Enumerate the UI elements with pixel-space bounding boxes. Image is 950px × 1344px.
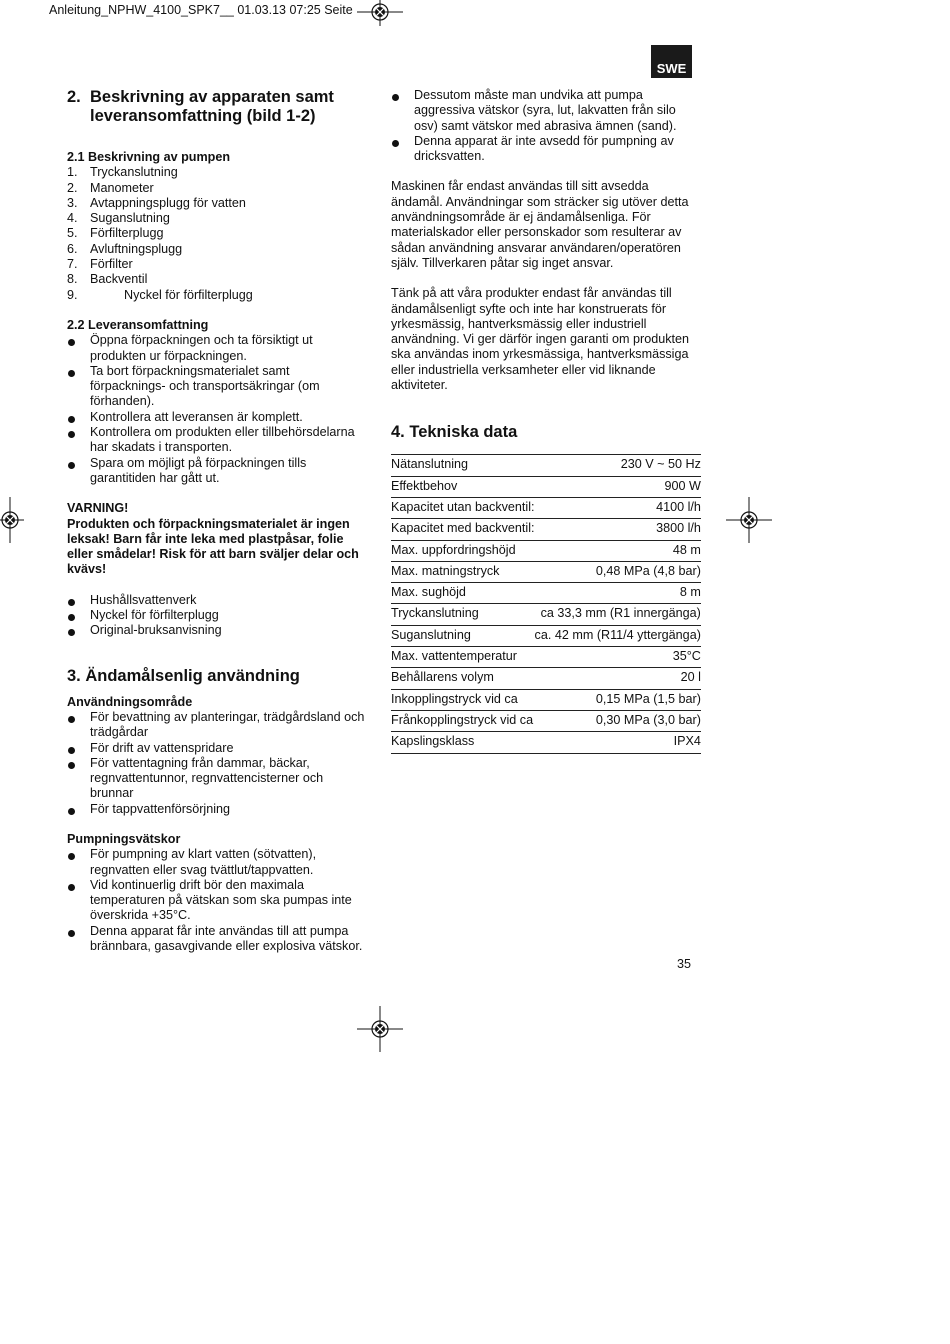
list-item: 3. Avtappningsplugg för vatten xyxy=(67,195,246,210)
list-item: 6. Avluftningsplugg xyxy=(67,241,183,256)
contents-list xyxy=(67,593,367,639)
table-row: Kapacitet utan backventil: 4100 l/h xyxy=(391,497,701,518)
usage-paragraph: Tänk på att våra produkter endast får användas till ändamålsenligt syfte och inte har konstruerats för yrkesmässig, hantverksmässig eller industriell användning. Vi ger därför ingen garanti om produkten ska användas inom yrkesmässiga, hantverksmässiga eller industriella verksamheter eller vid liknande aktiviteter. xyxy=(391,286,690,393)
section-title: Beskrivning av apparaten samt leveransomfattning (bild 1-2) xyxy=(90,88,334,125)
registration-mark-icon xyxy=(726,497,772,543)
list-item: Spara om möjligt på förpackningen tills garantitiden har gått ut. xyxy=(67,456,367,487)
list-item: För pumpning av klart vatten (sötvatten), regnvatten eller svag tvättlut/tappvatten. xyxy=(67,847,367,878)
parts-list xyxy=(67,165,367,303)
table-row: Behållarens volym 20 l xyxy=(391,668,701,689)
subsection-heading: 2.2 Leveransomfattning xyxy=(67,317,209,332)
list-item: 2. Manometer xyxy=(67,180,154,195)
table-row: Max. sughöjd 8 m xyxy=(391,583,701,604)
list-item: 1. Tryckanslutning xyxy=(67,165,178,180)
warning-text: Produkten och förpackningsmaterialet är ingen leksak! Barn får inte leka med plastpåsar, folie eller smådelar! Risk för att barn sväljer delar och kvävs! xyxy=(67,516,359,577)
table-row: Suganslutning ca. 42 mm (R11/4 yttergänga) xyxy=(391,625,701,646)
list-item: Nyckel för förfilterplugg xyxy=(67,608,367,623)
delivery-steps-list xyxy=(67,333,367,486)
table-row: Tryckanslutning ca 33,3 mm (R1 innergänga) xyxy=(391,604,701,625)
right-column xyxy=(391,88,701,754)
table-row: Kapslingsklass IPX4 xyxy=(391,732,701,753)
list-item: Hushållsvattenverk xyxy=(67,593,367,608)
list-item: 9. Nyckel för förfilterplugg xyxy=(67,287,253,302)
section-3-heading: 3. Ändamålsenlig användning xyxy=(67,666,300,685)
list-item: Kontrollera att leveransen är komplett. xyxy=(67,410,367,425)
list-item: 5. Förfilterplugg xyxy=(67,226,164,241)
language-badge: SWE xyxy=(651,45,692,78)
fluids-list xyxy=(67,847,367,954)
fluids-list-continued xyxy=(391,88,691,164)
list-item: Denna apparat får inte användas till att pumpa brännbara, gasavgivande eller explosiva vätskor. xyxy=(67,924,367,955)
table-row: Nätanslutning 230 V ~ 50 Hz xyxy=(391,455,701,476)
list-item: Ta bort förpackningsmaterialet samt förpacknings- och transportsäkringar (om förhanden). xyxy=(67,364,367,410)
registration-mark-icon xyxy=(0,497,24,543)
list-item: 4. Suganslutning xyxy=(67,211,170,226)
registration-mark-icon xyxy=(357,0,403,26)
print-header: Anleitung_NPHW_4100_SPK7__ 01.03.13 07:25 Seite xyxy=(49,3,353,17)
list-item: Original-bruksanvisning xyxy=(67,623,367,638)
subsection-heading: Användningsområde xyxy=(67,694,193,709)
technical-data-table xyxy=(391,454,701,753)
table-row: Inkopplingstryck vid ca 0,15 MPa (1,5 bar) xyxy=(391,689,701,710)
subsection-heading: Pumpningsvätskor xyxy=(67,831,181,846)
registration-mark-icon xyxy=(357,1006,403,1052)
section-number: 2. xyxy=(67,88,81,106)
page-number: 35 xyxy=(677,957,692,971)
list-item: För tappvattenförsörjning xyxy=(67,802,367,817)
list-item: För drift av vattenspridare xyxy=(67,741,367,756)
table-row: Max. uppfordringshöjd 48 m xyxy=(391,540,701,561)
list-item: Kontrollera om produkten eller tillbehörsdelarna har skadats i transporten. xyxy=(67,425,367,456)
warning-title: VARNING! xyxy=(67,501,129,516)
table-row: Max. matningstryck 0,48 MPa (4,8 bar) xyxy=(391,561,701,582)
table-row: Frånkopplingstryck vid ca 0,30 MPa (3,0 bar) xyxy=(391,710,701,731)
list-item: 8. Backventil xyxy=(67,272,148,287)
section-4-heading: 4. Tekniska data xyxy=(391,423,518,442)
list-item: Vid kontinuerlig drift bör den maximala temperaturen på vätskan som ska pumpas inte överskrida +35°C. xyxy=(67,878,367,924)
subsection-heading: 2.1 Beskrivning av pumpen xyxy=(67,150,231,164)
left-column xyxy=(67,88,367,954)
usage-list xyxy=(67,710,367,817)
table-row: Effektbehov 900 W xyxy=(391,476,701,497)
list-item: För vattentagning från dammar, bäckar, regnvattentunnor, regnvattencisterner och brunnar xyxy=(67,756,367,802)
list-item: Denna apparat är inte avsedd för pumpning av dricksvatten. xyxy=(391,134,691,165)
list-item: Öppna förpackningen och ta försiktigt ut produkten ur förpackningen. xyxy=(67,333,367,364)
table-row: Max. vattentemperatur 35°C xyxy=(391,647,701,668)
usage-paragraph: Maskinen får endast användas till sitt avsedda ändamål. Användningar som sträcker sig utöver detta användningsområde är ej ändamålsenliga. För materialskador eller personskador som resulterar av sådan användning ansvarar användaren/operatören själv. Tillverkaren påtar sig inget ansvar. xyxy=(391,179,689,270)
table-row: Kapacitet med backventil: 3800 l/h xyxy=(391,519,701,540)
list-item: Dessutom måste man undvika att pumpa aggressiva vätskor (syra, lut, lakvatten från silo osv) samt vätskor med abrasiva ämnen (sand). xyxy=(391,88,691,134)
list-item: För bevattning av planteringar, trädgårdsland och trädgårdar xyxy=(67,710,367,741)
list-item: 7. Förfilter xyxy=(67,257,133,272)
section-2-heading xyxy=(67,88,367,126)
